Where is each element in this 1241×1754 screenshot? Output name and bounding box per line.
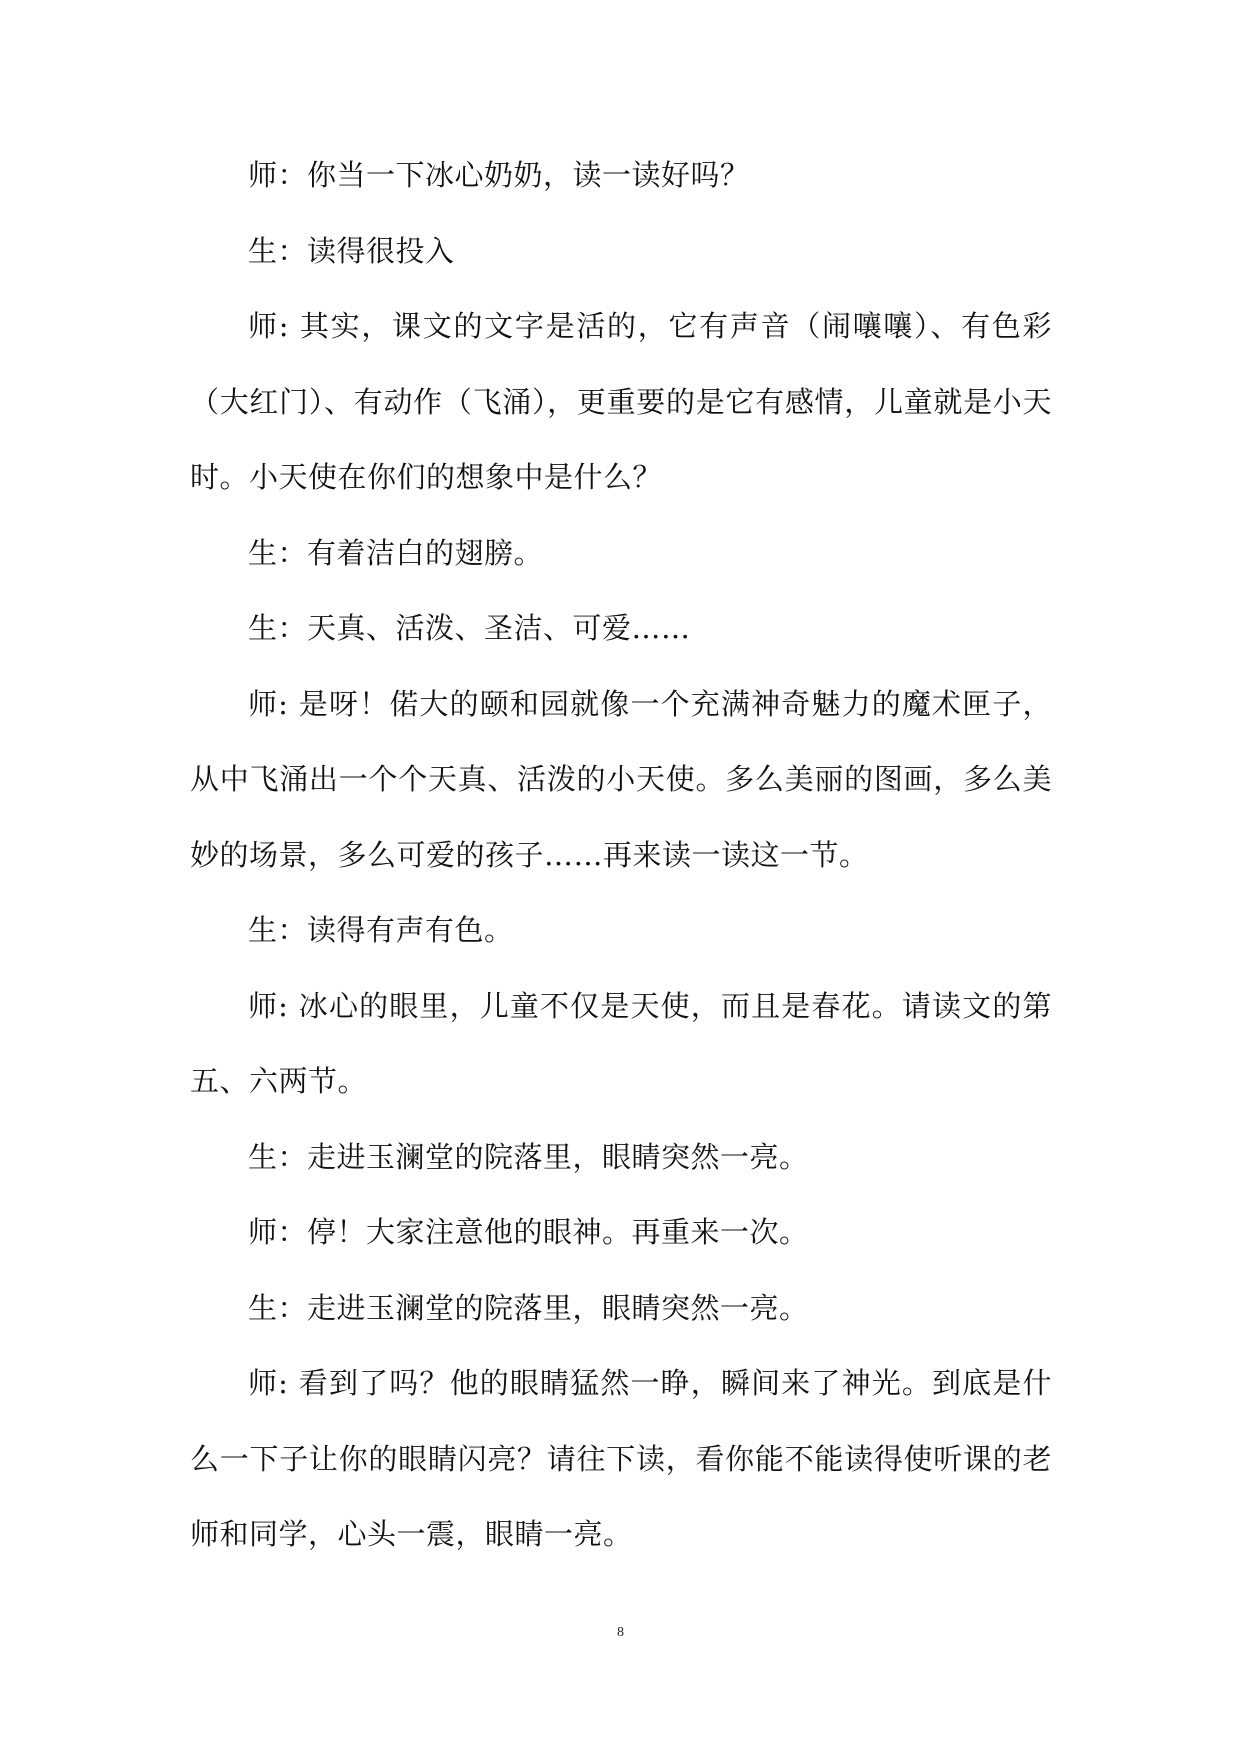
page-number: 8: [617, 1625, 624, 1640]
body-text: [190, 138, 1052, 1573]
paragraph-12: 师: 看到了吗？他的眼睛猛然一睁，瞬间来了神光。到底是什么一下子让你的眼睛闪亮？请往下读，看你能不能读得使听课的老师和同学，心头一震，眼睛一亮。: [190, 1366, 1052, 1551]
paragraph-8: 师: 冰心的眼里，儿童不仅是天使，而且是春花。请读文的第五、六两节。: [190, 988, 1052, 1098]
paragraph-3: 师: 其实，课文的文字是活的，它有声音（闹嚷嚷）、有色彩（大红门）、有动作（飞涌），更重要的是它有感情，儿童就是小天时。小天使在你们的想象中是什么？: [190, 309, 1052, 494]
paragraph-6: 师: 是呀！偌大的颐和园就像一个充满神奇魅力的魔术匣子，从中飞涌出一个个天真、活泼的小天使。多么美丽的图画，多么美妙的场景，多么可爱的孩子……再来读一读这一节。: [190, 686, 1052, 872]
paragraph-7: 生：读得有声有色。: [248, 913, 514, 947]
paragraph-10: 师：停！大家注意他的眼神。再重来一次。: [248, 1215, 809, 1249]
paragraph-2: 生：读得很投入: [248, 233, 455, 268]
paragraph-4: 生：有着洁白的翅膀。: [248, 535, 544, 570]
paragraph-11: 生：走进玉澜堂的院落里，眼睛突然一亮。: [248, 1290, 809, 1325]
paragraph-5: 生：天真、活泼、圣洁、可爱……: [248, 611, 691, 645]
paragraph-9: 生：走进玉澜堂的院落里，眼睛突然一亮。: [248, 1139, 809, 1174]
paragraph-1: 师：你当一下冰心奶奶，读一读好吗？: [248, 158, 750, 192]
